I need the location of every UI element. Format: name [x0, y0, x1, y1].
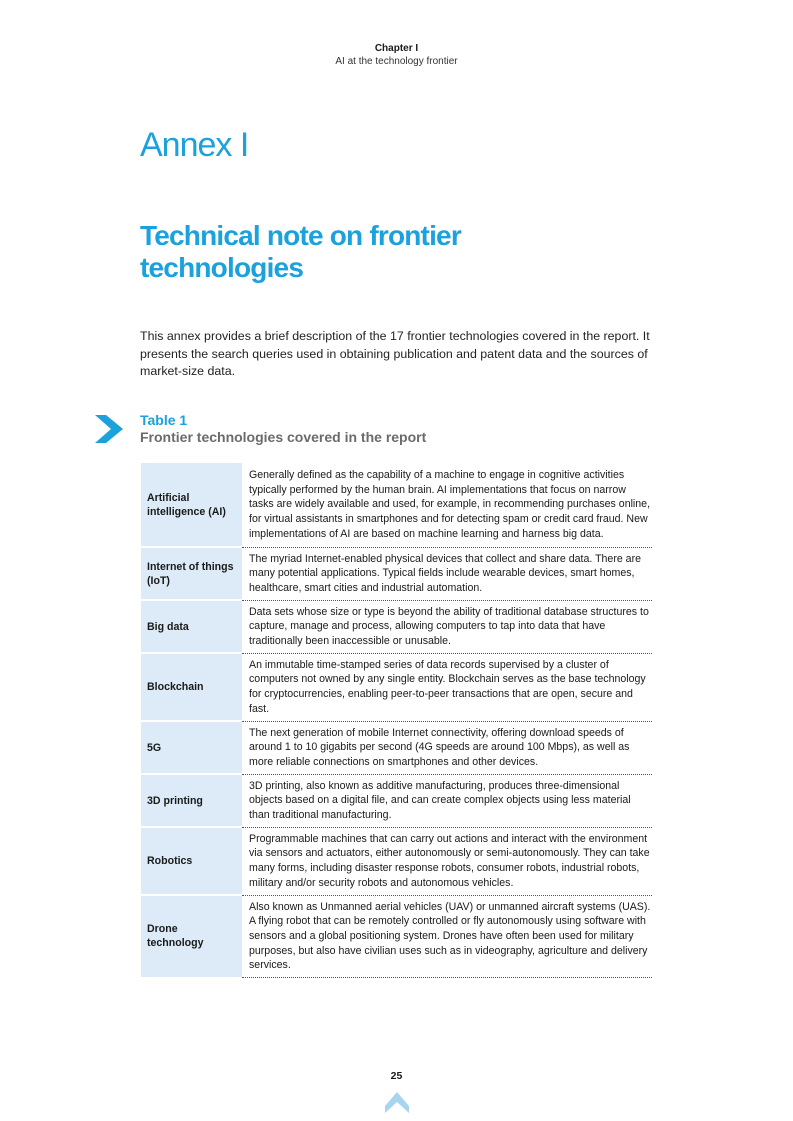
chapter-subtitle: AI at the technology frontier — [335, 56, 458, 67]
table-row — [141, 463, 652, 547]
page-number: 25 — [390, 1070, 403, 1082]
table-row — [141, 547, 652, 600]
table-label: Table 1 — [140, 412, 188, 428]
chevron-right-icon — [95, 413, 125, 445]
table-caption: Frontier technologies covered in the report — [140, 429, 427, 445]
technology-description: The next generation of mobile Internet connectivity, offering download speeds of around 1 to 10 gigabits per second (4G speeds are around 100 Mbps), as well as more reliable connections on smartphones and other devices. — [242, 721, 652, 774]
technology-description: Data sets whose size or type is beyond the ability of traditional database structures to capture, manage and process, allowing computers to tap into data that have traditionally been inaccessible or unusable. — [242, 600, 652, 653]
table-row — [141, 721, 652, 774]
table-row — [141, 774, 652, 827]
section-title: Technical note on frontier technologies — [140, 220, 461, 283]
table-row — [141, 895, 652, 978]
technology-description: 3D printing, also known as additive manufacturing, produces three-dimensional objects based on a digital file, and can create complex objects using less material than traditional manufacturing. — [242, 774, 652, 827]
intro-paragraph: This annex provides a brief description of the 17 frontier technologies covered in the report. It presents the search queries used in obtaining publication and patent data and the sources of market-size data. — [140, 329, 650, 378]
technology-name: Internet of things (IoT) — [141, 547, 242, 600]
technology-description: An immutable time-stamped series of data records supervised by a cluster of computers not owned by any single entity. Blockchain serves as the base technology for cryptocurrencies, enabling peer-to-peer transactions that are open, secure and fast. — [242, 653, 652, 721]
technology-description: Programmable machines that can carry out actions and interact with the environment via sensors and actuators, either autonomously or semi-autonomously. They can take many forms, including disaster response robots, consumer robots, industrial robots, military and/or security robots and autonomous vehicles. — [242, 827, 652, 895]
table-row — [141, 600, 652, 653]
technology-name: Big data — [141, 600, 242, 653]
technology-name: Drone technology — [141, 895, 242, 978]
technology-description: Also known as Unmanned aerial vehicles (UAV) or unmanned aircraft systems (UAS). A flying robot that can be remotely controlled or fly autonomously using software with sensors and a global positioning system. Drones have often been used for military purposes, but also have civilian uses such as in videography, agriculture and delivery services. — [242, 895, 652, 978]
technology-description: The myriad Internet-enabled physical devices that collect and share data. There are many potential applications. Typical fields include wearable devices, smart homes, healthcare, smart cities and industrial automation. — [242, 547, 652, 600]
technology-name: Blockchain — [141, 653, 242, 721]
technologies-table — [141, 463, 652, 979]
table-row — [141, 827, 652, 895]
annex-title: Annex I — [140, 126, 249, 164]
technology-name: 5G — [141, 721, 242, 774]
technology-name: Artificial intelligence (AI) — [141, 463, 242, 547]
chapter-label: Chapter I — [374, 43, 419, 54]
technology-name: 3D printing — [141, 774, 242, 827]
up-arrow-icon[interactable] — [384, 1090, 410, 1114]
technology-name: Robotics — [141, 827, 242, 895]
page-header — [0, 43, 793, 68]
technology-description: Generally defined as the capability of a machine to engage in cognitive activities typically performed by the human brain. AI implementations that focus on narrow tasks are widely available and used, for example, in recommending purchases online, for virtual assistants in smartphones and for detecting spam or credit card fraud. New implementations of AI are based on machine learning and harness big data. — [242, 463, 652, 547]
table-row — [141, 653, 652, 721]
